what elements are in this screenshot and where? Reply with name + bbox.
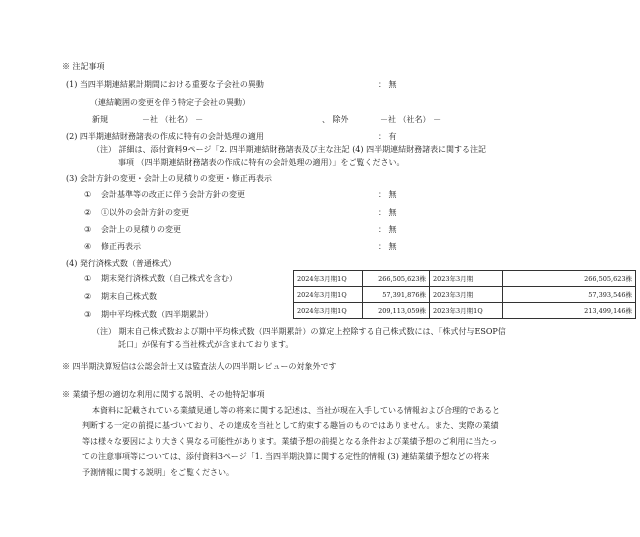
forecast-line: ての注意事項等については、添付資料3ページ「1. 当四半期決算に関する定性的情報 (3) 連結業績予想などの将来 [82,452,490,461]
period-cell: 2024年3月期1Q [294,303,363,319]
item4-label: (4) 発行済株式数（普通株式） [66,259,176,268]
item2-label: (2) 四半期連結財務諸表の作成に特有の会計処理の適用 [66,132,264,141]
item3-row-label: ①以外の会計方針の変更 [101,208,189,217]
period-cell: 2023年3月期 [430,287,503,303]
item4-row-num: ② [84,292,92,301]
item1-label: (1) 当四半期連結累計期間における重要な子会社の異動 [66,80,264,89]
period-cell: 2024年3月期1Q [294,287,363,303]
item3-label: (3) 会計方針の変更・会計上の見積りの変更・修正再表示 [66,174,272,183]
value-cell: 266,505,623株 [363,271,430,287]
table-row [294,271,636,287]
item4-row-label: 期中平均株式数（四半期累計） [101,310,213,319]
review-note: ※ 四半期決算短信は公認会計士又は監査法人の四半期レビューの対象外です [62,362,337,371]
item1-excl-value: －社 （社名） － [380,115,442,124]
item3-row-num: ④ [84,242,92,251]
item2-note-line2: 事項 （四半期連結財務諸表の作成に特有の会計処理の適用）」をご覧ください。 [118,158,405,167]
table-row [294,303,636,319]
notes-heading: ※ 注記事項 [62,62,105,71]
item1-new-value: －社 （社名） － [142,115,204,124]
item3-row-value: ： 無 [378,208,397,217]
item3-row-label: 会計基準等の改正に伴う会計方針の変更 [101,190,245,199]
item3-row-value: ： 無 [378,190,397,199]
item3-row-value: ： 無 [378,225,397,234]
item1-new-label: 新規 [92,115,108,124]
item2-note-line1: （注） 詳細は、添付資料9ページ「2. 四半期連結財務諸表及び主な注記 (4) 四半期連結財務諸表に関する注記 [92,145,487,154]
forecast-line: 本資料に記載されている業績見通し等の将来に関する記述は、当社が現在入手している情報および合理的であると [92,406,500,415]
value-cell: 57,391,876株 [363,287,430,303]
item4-row-num: ① [84,274,92,283]
item4-note-line1: （注） 期末自己株式数および期中平均株式数（四半期累計）の算定上控除する自己株式数には、「株式付与ESOP信 [92,327,506,336]
value-cell: 266,505,623株 [503,271,636,287]
item3-row-num: ③ [84,225,92,234]
item3-row-label: 修正再表示 [101,242,141,251]
item4-row-label: 期末発行済株式数（自己株式を含む） [101,274,237,283]
item4-row-num: ③ [84,310,92,319]
item1-excl-label: 、 除外 [322,115,349,124]
forecast-line: 判断する一定の前提に基づいており、その達成を当社として約束する趣旨のものではありません。また、実際の業績 [82,421,499,430]
item2-value: ： 有 [378,132,397,141]
forecast-line: 予測情報に関する説明」をご覧ください。 [82,468,234,477]
item3-row-num: ① [84,190,92,199]
period-cell: 2023年3月期 [430,271,503,287]
value-cell: 213,499,146株 [503,303,636,319]
table-row [294,287,636,303]
forecast-heading: ※ 業績予想の適切な利用に関する説明、その他特記事項 [62,390,265,399]
item3-row-label: 会計上の見積りの変更 [101,225,181,234]
value-cell: 209,113,059株 [363,303,430,319]
forecast-line: 等は様々な要因により大きく異なる可能性があります。業績予想の前提となる条件および業績予想のご利用に当たっ [82,437,498,446]
value-cell: 57,393,546株 [503,287,636,303]
item3-row-value: ： 無 [378,242,397,251]
period-cell: 2024年3月期1Q [294,271,363,287]
period-cell: 2023年3月期1Q [430,303,503,319]
shares-table [293,270,636,319]
item4-row-label: 期末自己株式数 [101,292,157,301]
item1-sub: （連結範囲の変更を伴う特定子会社の異動） [90,98,250,107]
item1-value: ： 無 [378,80,397,89]
item4-note-line2: 託口」が保有する当社株式が含まれております。 [118,340,294,349]
item3-row-num: ② [84,208,92,217]
